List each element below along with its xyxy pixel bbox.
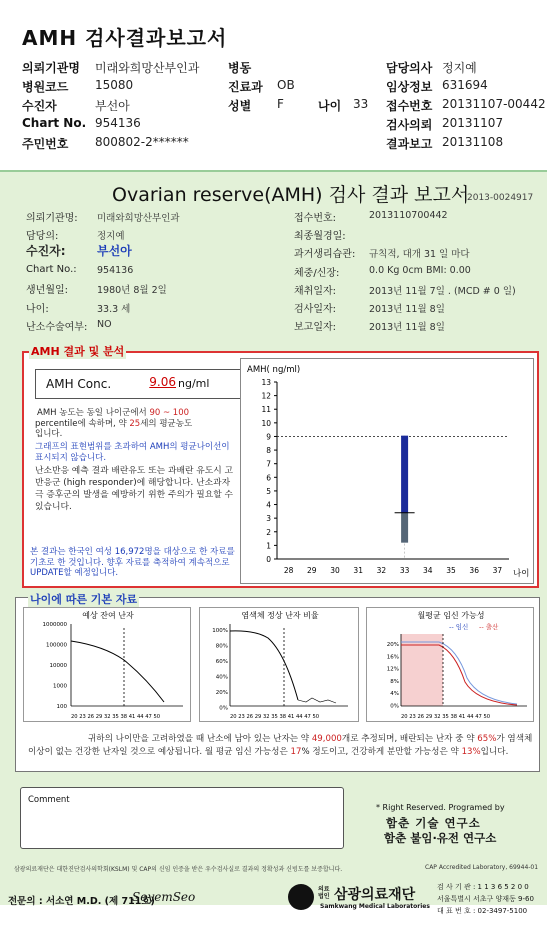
- header-value: 631694: [442, 78, 488, 92]
- header-label: 접수번호: [386, 99, 433, 113]
- header-value: F: [277, 97, 284, 111]
- amh-conc-label: AMH Conc.: [46, 377, 112, 391]
- patient-value: 33.3 세: [97, 304, 131, 315]
- pregnancy-chart: [366, 607, 534, 722]
- header-label: Chart No.: [22, 116, 87, 130]
- mini-y-tick-label: 80%: [215, 643, 228, 650]
- mini-y-tick-label: 0%: [390, 703, 399, 710]
- patient-value: 2013년 11월 8일: [369, 322, 445, 333]
- y-tick-label: 11: [261, 405, 271, 415]
- y-axis-label: AMH( ng/ml): [247, 365, 301, 375]
- patient-label: 생년월일:: [26, 285, 69, 296]
- header-value: 33: [353, 97, 369, 111]
- comment-box: [20, 787, 344, 849]
- header-label: 주민번호: [22, 137, 69, 151]
- oocyte-curve: [71, 641, 164, 702]
- mini-y-tick-label: 0%: [219, 705, 228, 712]
- patient-label: 의뢰기관명:: [26, 213, 78, 224]
- lab-name-2: 함춘 불임·유전 연구소: [384, 831, 497, 845]
- age-section-title: 나이에 따른 기본 자료: [30, 593, 138, 606]
- header-label: 임상정보: [386, 80, 433, 94]
- mini-y-tick-label: 4%: [390, 691, 399, 698]
- mini-y-tick-label: 1000000: [42, 622, 67, 628]
- y-tick-label: 10: [261, 418, 271, 428]
- patient-label: 수진자:: [26, 244, 66, 258]
- header-label: 수진자: [22, 99, 57, 113]
- amh-bar-lower: [401, 513, 408, 543]
- amh-paragraph-2: 그래프의 표현범위를 초과하여 AMH의 평균나이선이 표시되지 않습니다.: [35, 442, 230, 463]
- amh-chart: [240, 358, 534, 584]
- patient-label: 담당의:: [26, 231, 59, 242]
- mini-y-tick-label: 40%: [215, 674, 228, 681]
- amh-paragraph-3: 난소반응 예측 결과 배란유도 또는 과배란 유도시 고반응군 (high responder)에 해당합니다. 난소과자극 증후군의 발생을 예방하기 위한 주의가 필요할 수 있습니다.: [35, 466, 234, 512]
- patient-value: 1980년 8월 2일: [97, 285, 167, 296]
- contact-1: 검 사 기 관 : 1 1 3 6 5 2 0 0: [437, 883, 529, 891]
- amh-conc-value: 9.06: [149, 375, 176, 389]
- lab-name-1: 함춘 기술 연구소: [386, 816, 481, 830]
- page-title: AMH 검사결과보고서: [22, 26, 228, 50]
- org-small-label: 의료법인: [318, 886, 330, 900]
- header-label: 담당의사: [386, 61, 433, 75]
- y-tick-label: 7: [266, 459, 271, 469]
- y-tick-label: 4: [266, 500, 271, 510]
- y-tick-label: 12: [261, 391, 271, 401]
- header-value: 20131107-00442: [442, 97, 546, 111]
- patient-value: 2013110700442: [369, 210, 448, 221]
- org-logo-icon: [288, 884, 314, 910]
- x-tick-label: 33: [399, 566, 410, 575]
- header-value: 미래와희망산부인과: [95, 61, 200, 75]
- amh-conc-box: [35, 369, 254, 399]
- mini-y-tick-label: 10000: [49, 663, 67, 669]
- patient-label: 보고일자:: [294, 322, 337, 333]
- certification-text: 삼광의료재단은 대한진단검사의학회(KSLM) 및 CAP의 신임 인증을 받은 우수검사실로 결과의 정확성과 신빙도를 보증합니다.: [14, 866, 343, 873]
- doc-number: 2013-0024917: [467, 193, 534, 203]
- patient-value: 2013년 11월 8일: [369, 304, 445, 315]
- header-value: 정지예: [442, 61, 477, 75]
- patient-label: 과거생리습관:: [294, 249, 356, 260]
- mini-x-tick-label: 20 23 26 29 32 35 38 41 44 47 50: [401, 714, 491, 720]
- x-tick-label: 32: [376, 566, 387, 575]
- mini-y-tick-label: 20%: [386, 642, 399, 648]
- x-tick-label: 29: [307, 566, 317, 575]
- x-axis-label: 나이: [513, 569, 530, 579]
- patient-label: 난소수술여부:: [26, 322, 88, 333]
- mini-y-tick-label: 20%: [215, 690, 228, 696]
- x-tick-label: 30: [330, 566, 340, 575]
- patient-value: 미래와희망산부인과: [97, 213, 180, 224]
- org-english-name: Samkwang Medical Laboratories: [320, 903, 430, 910]
- header-value: OB: [277, 78, 295, 92]
- header-label: 병원코드: [22, 80, 69, 94]
- mini-y-tick-label: 100000: [46, 642, 67, 649]
- patient-value: 954136: [97, 265, 134, 276]
- mini-x-tick-label: 20 23 26 29 32 35 38 41 44 47 50: [230, 714, 320, 720]
- contact-2: 서울특별시 서초구 양재동 9-60: [437, 895, 534, 903]
- mini-y-tick-label: 16%: [386, 654, 399, 661]
- y-tick-label: 6: [266, 473, 271, 483]
- chromosome-curve: [230, 631, 298, 700]
- amh-section-title: AMH 결과 및 분석: [31, 345, 125, 358]
- x-tick-label: 34: [423, 566, 433, 575]
- x-tick-label: 37: [492, 566, 503, 575]
- y-tick-label: 3: [266, 514, 271, 524]
- chromosome-chart: [199, 607, 359, 722]
- patient-label: Chart No.:: [26, 264, 77, 275]
- patient-value: 2013년 11월 7일 . (MCD # 0 일): [369, 286, 516, 297]
- y-tick-label: 0: [266, 555, 271, 564]
- legend-birth: -- 출산: [479, 623, 499, 631]
- header-label: 나이: [318, 99, 342, 113]
- org-name: 삼광의료재단: [334, 887, 416, 903]
- contact-3: 대 표 번 호 : 02-3497-5100: [437, 907, 528, 915]
- mini-chart-title: 예상 잔여 난자: [82, 611, 134, 620]
- x-tick-label: 36: [469, 566, 479, 575]
- doctor-name: 전문의 : 서소연 M.D. (제 711호): [8, 896, 155, 907]
- header-label: 성별: [228, 99, 252, 113]
- x-tick-label: 28: [283, 566, 294, 575]
- signature: SoyemSeo: [132, 890, 196, 904]
- header-value: 15080: [95, 78, 134, 92]
- header-label: 의뢰기관명: [22, 61, 80, 75]
- patient-label: 접수번호:: [294, 213, 337, 224]
- mini-y-tick-label: 12%: [386, 666, 399, 673]
- header-label: 결과보고: [386, 137, 433, 151]
- amh-chart-svg: [241, 359, 535, 585]
- legend-pregnancy: -- 임신: [449, 623, 469, 631]
- header-value: 954136: [95, 116, 141, 130]
- mini-y-tick-label: 8%: [390, 678, 399, 685]
- amh-conc-unit: ng/ml: [178, 377, 210, 390]
- header-value: 20131107: [442, 116, 504, 130]
- patient-value: 0.0 Kg 0cm BMI: 0.00: [369, 265, 471, 276]
- x-tick-label: 35: [446, 566, 456, 575]
- y-tick-label: 8: [266, 446, 271, 456]
- comment-label: Comment: [28, 795, 70, 805]
- chromosome-tail: [298, 698, 336, 703]
- mini-y-tick-label: 60%: [215, 659, 228, 665]
- y-tick-label: 2: [266, 527, 271, 537]
- header-value: 부선아: [95, 99, 130, 113]
- patient-label: 체중/신장:: [294, 268, 340, 279]
- mini-x-tick-label: 20 23 26 29 32 35 38 41 44 47 50: [71, 714, 161, 720]
- header-label: 검사의뢰: [386, 118, 433, 132]
- amh-paragraph-4: 본 결과는 한국인 여성 16,972명을 대상으로 한 자료를 기초로 한 것입니다. 향후 자료를 축적하여 계속적으로 UPDATE할 예정입니다.: [30, 547, 235, 578]
- mini-y-tick-label: 1000: [53, 683, 67, 690]
- pregnancy-chart-svg: [367, 608, 535, 723]
- mini-chart-title: 월평균 임신 가능성: [417, 611, 485, 620]
- y-tick-label: 1: [266, 541, 271, 551]
- patient-value: 부선아: [97, 244, 132, 258]
- mini-chart-title: 염색체 정상 난자 비율: [241, 611, 319, 620]
- chromosome-chart-svg: [200, 608, 360, 723]
- amh-paragraph-1: AMH 농도는 동일 나이군에서 90 ~ 100 percentile에 속하며, 약 25세의 평균농도 입니다.: [35, 408, 193, 439]
- report-title: Ovarian reserve(AMH) 검사 결과 보고서: [112, 184, 470, 206]
- mini-y-tick-label: 100%: [212, 628, 228, 634]
- patient-label: 나이:: [26, 304, 49, 315]
- amh-bar: [401, 436, 408, 513]
- x-tick-label: 31: [353, 566, 363, 575]
- oocyte-chart-svg: [24, 608, 192, 723]
- patient-value: 정지예: [97, 231, 125, 242]
- mini-y-tick-label: 100: [56, 704, 67, 710]
- header-label: 병동: [228, 61, 252, 75]
- age-summary: 귀하의 나이만을 고려하였을 때 난소에 남아 있는 난자는 약 49,000개로 추정되며, 배란되는 난자 중 약 65%가 염색체이상이 없는 건강한 난자일 것으로 예상됩니다. 월 평균 임신 가능성은 17% 정도이고, 건강하게 분만할 가능성은 약 13%입니다.: [28, 734, 533, 757]
- oocyte-chart: [23, 607, 191, 722]
- patient-value: 규칙적, 대개 31 일 마다: [369, 249, 470, 260]
- cap-text: CAP Accredited Laboratory, 69944-01: [425, 864, 539, 871]
- rights-text: * Right Reserved. Programed by: [376, 803, 505, 812]
- y-tick-label: 5: [266, 486, 271, 496]
- y-tick-label: 13: [261, 378, 271, 387]
- patient-label: 채취일자:: [294, 286, 337, 297]
- patient-value: NO: [97, 319, 112, 330]
- y-tick-label: 9: [266, 432, 271, 442]
- header-value: 20131108: [442, 135, 504, 149]
- patient-label: 최종월경일:: [294, 231, 346, 242]
- header-value: 800802-2******: [95, 135, 189, 149]
- header-label: 진료과: [228, 80, 263, 94]
- patient-label: 검사일자:: [294, 304, 337, 315]
